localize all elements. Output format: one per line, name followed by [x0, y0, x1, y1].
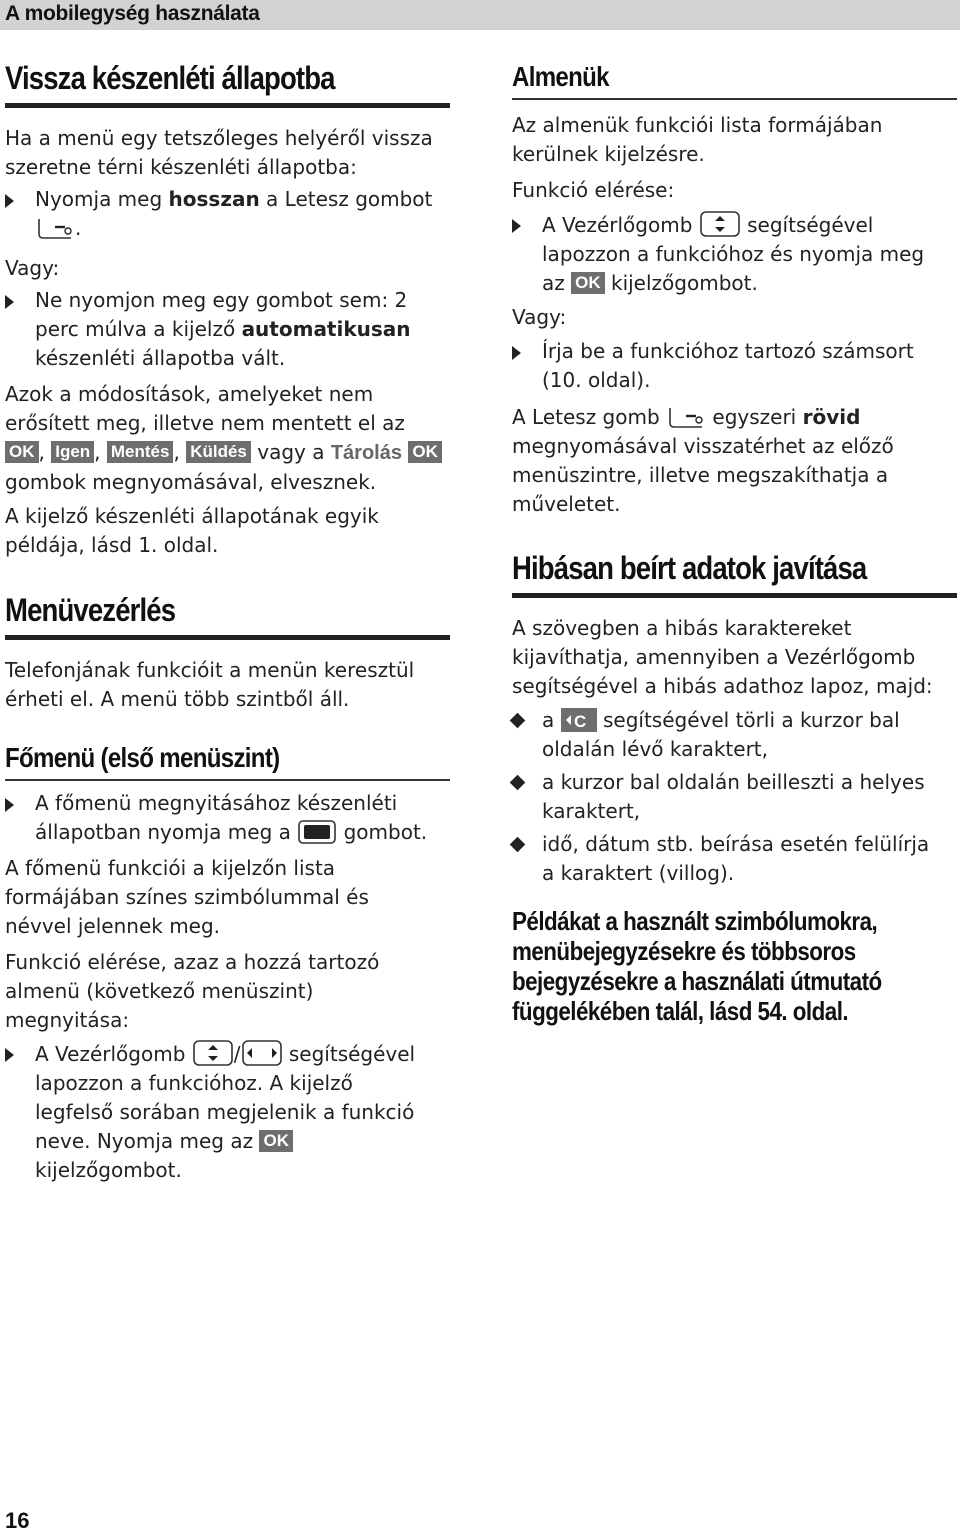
paragraph-almenuk: [512, 111, 882, 169]
paragraph-modositasok: [5, 380, 442, 497]
text: idő, dátum stb. beírása esetén felülírja: [542, 832, 930, 856]
bullet-diamond-icon: [510, 713, 526, 729]
text: érheti el. A menü több szintből áll.: [5, 687, 350, 711]
bold-text: rövid: [802, 405, 861, 429]
bullet-arrow-icon: [512, 346, 521, 360]
bullet-hosszan: [35, 185, 432, 243]
paragraph-funkcio-elerese: Funkció elérése:: [512, 178, 675, 202]
text: perc múlva a kijelző: [35, 317, 242, 341]
section-title-hibasan: Hibásan beírt adatok javítása: [512, 550, 867, 586]
or-label: Vagy:: [5, 256, 60, 280]
text: példája, lásd 1. oldal.: [5, 533, 219, 557]
clear-key-icon: [561, 708, 597, 732]
text: segítségével törli a kurzor bal: [596, 708, 900, 732]
paragraph-fomenu-funkciok: [5, 854, 369, 941]
text: Az almenük funkciói lista formájában: [512, 113, 883, 137]
text: A Vezérlőgomb: [542, 213, 699, 237]
ok-softkey: OK: [571, 272, 605, 294]
text: formájában színes szimbólummal és: [5, 885, 369, 909]
header-bar: [0, 0, 960, 30]
ok-softkey: OK: [259, 1130, 293, 1152]
bullet-arrow-icon: [512, 219, 521, 233]
text: menüszintre, illetve megszakíthatja a: [512, 463, 889, 487]
text: oldalán lévő karaktert,: [542, 737, 768, 761]
text: gombot.: [337, 820, 428, 844]
bullet-diamond-icon: [510, 837, 526, 853]
text: (10. oldal).: [542, 368, 651, 392]
bullet-arrow-icon: [5, 194, 14, 208]
text: vagy a: [250, 440, 331, 464]
text: A Letesz gomb: [512, 405, 667, 429]
text: ,: [173, 440, 180, 464]
paragraph-kijelzo: [5, 502, 379, 560]
text: karaktert,: [542, 799, 641, 823]
section-title-vissza: Vissza készenléti állapotba: [5, 60, 335, 96]
bullet-fomenu-open: [35, 789, 427, 847]
text: A Vezérlőgomb: [35, 1042, 192, 1066]
text: neve. Nyomja meg az: [35, 1129, 260, 1153]
section-rule: [5, 635, 450, 640]
bullet-almenu-vezerlogomb: [542, 210, 924, 298]
text: Ne nyomjon meg egy gombot sem: 2: [35, 288, 408, 312]
text: A kijelző készenléti állapotának egyik: [5, 504, 379, 528]
text: kijelzőgombot.: [35, 1158, 182, 1182]
bold-text: hosszan: [168, 187, 260, 211]
bold-paragraph-peldak: [512, 906, 959, 1026]
bullet-arrow-icon: [5, 295, 14, 309]
text: az: [542, 271, 572, 295]
text: állapotban nyomja meg a: [35, 820, 298, 844]
page-number: 16: [5, 1508, 30, 1533]
bullet-arrow-icon: [5, 1048, 14, 1062]
subsection-title-fomenu: Főmenü (első menüszint): [5, 742, 280, 773]
text: kijavíthatja, amennyiben a Vezérlőgomb: [512, 645, 916, 669]
text: ,: [38, 440, 45, 464]
nav-key-updown-icon: [699, 210, 741, 238]
text: segítségével a hibás adathoz lapoz, majd:: [512, 674, 933, 698]
ok-softkey: OK: [5, 441, 39, 463]
text: Írja be a funkcióhoz tartozó számsort: [542, 339, 914, 363]
text: segítségével: [282, 1042, 416, 1066]
paragraph-letesz-rovid: [512, 403, 894, 519]
mentes-softkey: Mentés: [107, 441, 174, 463]
or-label: Vagy:: [512, 305, 567, 329]
text: legfelső sorában megjelenik a funkció: [35, 1100, 415, 1124]
text: erősített meg, illetve nem mentett el az: [5, 411, 405, 435]
paragraph-funkcio-elerese: [5, 948, 379, 1035]
text: Funkció elérése, azaz a hozzá tartozó: [5, 950, 380, 974]
text: menübejegyzésekre és többsoros: [512, 936, 856, 966]
text: névvel jelennek meg.: [5, 914, 221, 938]
text: A főmenü funkciói a kijelzőn lista: [5, 856, 336, 880]
bullet-automatikusan: [35, 286, 411, 373]
diamond-item-torles: [542, 706, 900, 764]
text: Telefonjának funkcióit a menün keresztül: [5, 658, 415, 682]
nav-key-updown-icon: [192, 1039, 234, 1067]
end-call-key-icon: [666, 404, 706, 430]
text: Példákat a használt szimbólumokra,: [512, 906, 878, 936]
header-title: A mobilegység használata: [5, 2, 260, 25]
text: bejegyzésekre a használati útmutató: [512, 966, 882, 996]
paragraph-hibasan: [512, 614, 933, 701]
section-title-menuvezerles: Menüvezérlés: [5, 592, 176, 628]
text: kijelzőgombot.: [604, 271, 758, 295]
text: A főmenü megnyitásához készenléti: [35, 791, 398, 815]
intro-line: szeretne térni készenléti állapotba:: [5, 155, 357, 179]
intro-line: Ha a menü egy tetszőleges helyéről vissza: [5, 126, 433, 150]
text: Nyomja meg: [35, 187, 169, 211]
text: kerülnek kijelzésre.: [512, 142, 705, 166]
diamond-item-beillesztes: [542, 768, 925, 826]
tarolas-menu-label: Tárolás: [330, 442, 402, 464]
text: ,: [94, 440, 101, 464]
text: A szövegben a hibás karaktereket: [512, 616, 852, 640]
text: függelékében talál, lásd 54. oldal.: [512, 996, 849, 1026]
text: gombok megnyomásával, elvesznek.: [5, 470, 377, 494]
text: /: [233, 1042, 241, 1066]
text: a: [542, 708, 561, 732]
text: egyszeri: [706, 405, 803, 429]
text: megnyomásával visszatérhet az előző: [512, 434, 894, 458]
subsection-title-almenuk: Almenük: [512, 61, 609, 92]
text: a kurzor bal oldalán beilleszti a helyes: [542, 770, 925, 794]
text: lapozzon a funkcióhoz és nyomja meg: [542, 242, 925, 266]
nav-key-leftright-icon: [241, 1039, 283, 1067]
end-call-key-icon: [35, 215, 75, 241]
text: segítségével: [740, 213, 874, 237]
bullet-arrow-icon: [5, 798, 14, 812]
text: almenü (következő menüszint): [5, 979, 314, 1003]
text: műveletet.: [512, 492, 621, 516]
subsection-rule: [512, 98, 957, 100]
paragraph-menuvezerles: [5, 656, 414, 714]
igen-softkey: Igen: [51, 441, 94, 463]
bullet-szamsor: [542, 337, 914, 395]
section-rule: [512, 593, 957, 598]
menu-key-icon: [297, 819, 337, 845]
subsection-rule: [5, 779, 450, 781]
section-rule: [5, 103, 450, 108]
text: .: [75, 216, 82, 240]
text: a karaktert (villog).: [542, 861, 735, 885]
text: megnyitása:: [5, 1008, 130, 1032]
kuldes-softkey: Küldés: [186, 441, 251, 463]
text: a Letesz gombot: [259, 187, 433, 211]
bullet-diamond-icon: [510, 775, 526, 791]
intro-paragraph: [5, 124, 433, 182]
bullet-vezerlogomb: [35, 1039, 415, 1185]
diamond-item-felulir: [542, 830, 929, 888]
text: készenléti állapotba vált.: [35, 346, 286, 370]
text: lapozzon a funkcióhoz. A kijelző: [35, 1071, 353, 1095]
ok-softkey: OK: [408, 441, 442, 463]
svg-text:C: C: [573, 712, 586, 731]
bold-text: automatikusan: [241, 317, 411, 341]
text: Azok a módosítások, amelyeket nem: [5, 382, 374, 406]
